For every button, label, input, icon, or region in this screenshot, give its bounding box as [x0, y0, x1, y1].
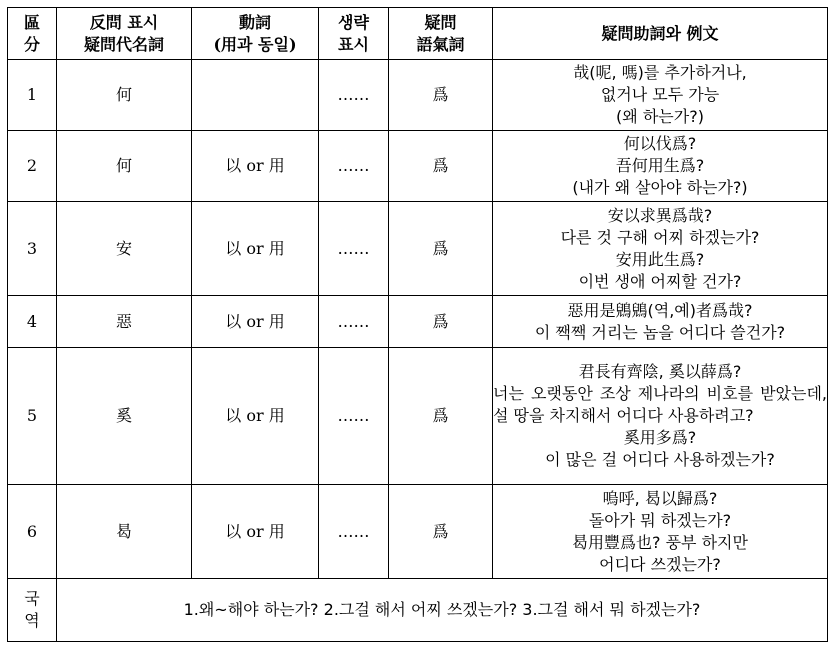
row-pronoun: 何	[57, 60, 192, 131]
example-line: 이 짹짹 거리는 놈을 어디다 쓸건가?	[534, 322, 786, 342]
row-particle: 爲	[389, 60, 493, 131]
row-verb: 以 or 用	[192, 202, 319, 296]
example-line: 없거나 모두 가능	[600, 85, 720, 104]
row-number: 3	[8, 202, 57, 296]
header-particle	[389, 8, 493, 60]
footer-row	[8, 579, 828, 642]
row-verb: 以 or 用	[192, 348, 319, 485]
table-row	[8, 60, 828, 131]
example-line: 君長有齊陰, 奚以薛爲?	[578, 362, 742, 381]
row-number: 6	[8, 485, 57, 579]
row-ellipsis: ……	[319, 60, 389, 131]
row-pronoun: 何	[57, 131, 192, 202]
row-examples	[493, 485, 828, 579]
table-row	[8, 296, 828, 348]
example-line: 이번 생애 어찌할 건가?	[578, 271, 742, 291]
footer-label	[8, 579, 57, 642]
example-line: 安以求異爲哉?	[607, 205, 713, 225]
header-division	[8, 8, 57, 60]
header-ellipsis-line1: 생략	[338, 12, 369, 32]
footer-label-line1: 국	[24, 589, 40, 608]
row-particle: 爲	[389, 131, 493, 202]
row-pronoun: 曷	[57, 485, 192, 579]
row-ellipsis: ……	[319, 348, 389, 485]
row-number: 4	[8, 296, 57, 348]
header-pronoun-line1: 反問 표시	[89, 12, 159, 32]
row-examples	[493, 60, 828, 131]
header-particle-line2: 語氣詞	[416, 34, 465, 54]
example-line: 奚用多爲?	[623, 428, 697, 447]
table-row	[8, 202, 828, 296]
example-line: 다른 것 구해 어찌 하겠는가?	[560, 227, 760, 247]
table-row	[8, 348, 828, 485]
footer-label-line2: 역	[24, 611, 40, 630]
header-pronoun	[57, 8, 192, 60]
example-line: 너는 오랫동안 조상 제나라의 비호를 받았는데, 설 땅을 차지해서 어디다 사용하려고?	[493, 384, 827, 425]
example-line: 曷用豐爲也? 풍부 하지만	[572, 532, 748, 552]
example-line: 安用此生爲?	[615, 249, 705, 269]
row-pronoun: 奚	[57, 348, 192, 485]
row-pronoun: 惡	[57, 296, 192, 348]
row-number: 2	[8, 131, 57, 202]
example-line: (내가 왜 살아야 하는가?)	[572, 178, 748, 197]
row-verb: 以 or 用	[192, 131, 319, 202]
header-pronoun-line2: 疑問代名詞	[83, 34, 164, 54]
example-line: 惡用是鶂鶂(역,예)者爲哉?	[567, 300, 753, 320]
row-ellipsis: ……	[319, 131, 389, 202]
header-ellipsis	[319, 8, 389, 60]
example-line: 이 많은 걸 어디다 사용하겠는가?	[545, 450, 775, 469]
header-row	[8, 8, 828, 60]
header-verb-line1: 動詞	[238, 12, 271, 32]
interrogative-table	[7, 7, 828, 642]
header-examples: 疑問助詞와 例文	[493, 8, 828, 60]
row-pronoun: 安	[57, 202, 192, 296]
header-division-line2: 分	[23, 34, 40, 54]
row-particle: 爲	[389, 348, 493, 485]
row-ellipsis: ……	[319, 202, 389, 296]
footer-translation: 1.왜~해야 하는가? 2.그걸 해서 어찌 쓰겠는가? 3.그걸 해서 뭐 하겠는가?	[57, 579, 828, 642]
header-ellipsis-line2: 표시	[338, 34, 369, 54]
row-verb: 以 or 用	[192, 296, 319, 348]
header-verb	[192, 8, 319, 60]
table-row	[8, 131, 828, 202]
example-line: 嗚呼, 曷以歸爲?	[602, 488, 718, 508]
header-particle-line1: 疑問	[424, 12, 457, 32]
row-number: 5	[8, 348, 57, 485]
example-line: 어디다 쓰겠는가?	[599, 554, 721, 574]
row-examples	[493, 296, 828, 348]
row-ellipsis: ……	[319, 485, 389, 579]
example-line: (왜 하는가?)	[616, 107, 704, 126]
row-examples	[493, 348, 828, 485]
example-line: 돌아가 뭐 하겠는가?	[588, 510, 732, 530]
row-ellipsis: ……	[319, 296, 389, 348]
row-examples	[493, 131, 828, 202]
example-line: 何以伐爲?	[623, 134, 697, 153]
row-particle: 爲	[389, 485, 493, 579]
row-particle: 爲	[389, 296, 493, 348]
header-verb-line2: (用과 동일)	[213, 34, 297, 54]
header-division-line1: 區	[23, 12, 40, 32]
row-examples	[493, 202, 828, 296]
row-verb: 以 or 用	[192, 485, 319, 579]
row-verb	[192, 60, 319, 131]
example-line: 哉(呢, 嗎)를 추가하거나,	[573, 63, 747, 82]
table-row	[8, 485, 828, 579]
row-particle: 爲	[389, 202, 493, 296]
example-line: 吾何用生爲?	[615, 156, 705, 175]
row-number: 1	[8, 60, 57, 131]
